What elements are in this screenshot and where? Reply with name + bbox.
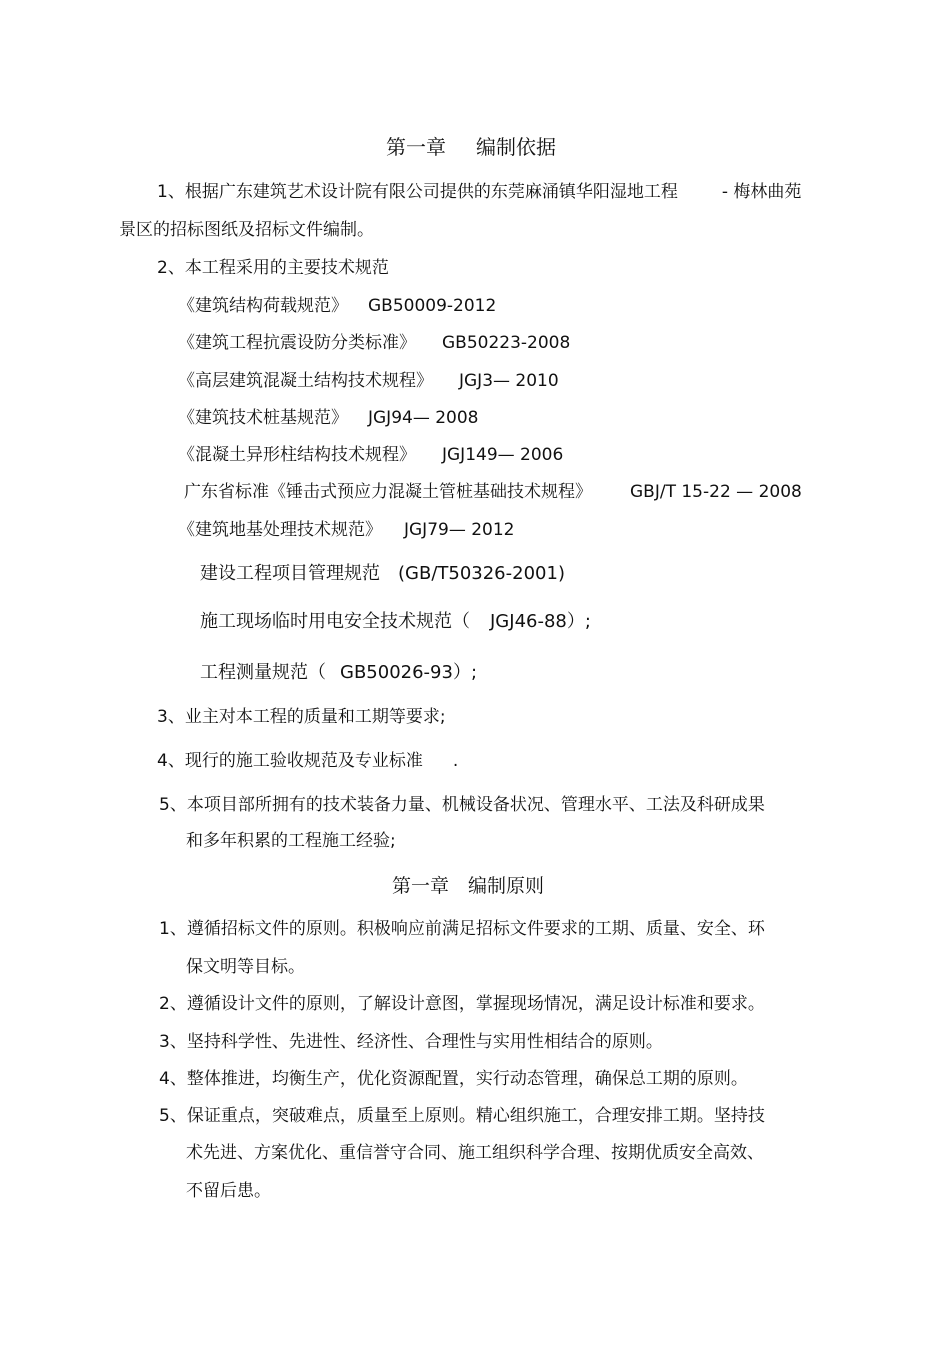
spec-row — [178, 407, 479, 429]
spec-name: 广东省标准《锤击式预应力混凝土管桩基础技术规程》 — [184, 482, 592, 502]
item1-project-name: - 梅林曲苑 — [721, 182, 802, 202]
principle3: 3、坚持科学性、先进性、经济性、合理性与实用性相结合的原则。 — [159, 1032, 663, 1052]
spec-name: 《建筑结构荷载规范》 — [178, 296, 348, 316]
principle1-line1: 1、遵循招标文件的原则。积极响应前满足招标文件要求的工期、质量、安全、环 — [159, 919, 765, 939]
item1-text: 1、根据广东建筑艺术设计院有限公司提供的东莞麻涌镇华阳湿地工程 — [157, 182, 678, 202]
spec-row — [178, 332, 570, 354]
spec-code: GBJ/T 15-22 — 2008 — [630, 482, 802, 502]
chapter1-title-number: 第一章 — [386, 135, 446, 159]
spec-name: 施工现场临时用电安全技术规范（ — [200, 611, 470, 632]
chapter2-title: 第一章 编制原则 — [392, 875, 545, 897]
spec-row — [178, 444, 563, 466]
principle2: 2、遵循设计文件的原则，了解设计意图，掌握现场情况，满足设计标准和要求。 — [159, 994, 765, 1014]
item1-line1 — [157, 181, 801, 203]
item4-text: 4、现行的施工验收规范及专业标准 — [157, 751, 423, 771]
spec-name: 《建筑地基处理技术规范》 — [178, 520, 382, 540]
spec-code: JGJ79— 2012 — [404, 520, 515, 540]
spec-code: JGJ46-88）; — [490, 611, 591, 632]
spec-name: 《高层建筑混凝土结构技术规程》 — [178, 371, 433, 391]
spec-name: 《建筑工程抗震设防分类标准》 — [178, 333, 416, 353]
item4 — [157, 750, 458, 772]
spec-row — [184, 481, 802, 503]
spec-code: GB50223-2008 — [442, 333, 571, 353]
item5-line1: 5、本项目部所拥有的技术装备力量、机械设备状况、管理水平、工法及科研成果 — [159, 795, 765, 815]
spec-row-temporary-electricity — [200, 611, 591, 633]
chapter1-title-text: 编制依据 — [476, 135, 556, 159]
spec-name: 工程测量规范（ — [200, 662, 326, 683]
item4-period: . — [452, 751, 459, 771]
spec-name: 《混凝土异形柱结构技术规程》 — [178, 445, 416, 465]
item5-line2: 和多年积累的工程施工经验; — [186, 831, 396, 851]
spec-code: GB50026-93）; — [340, 662, 478, 683]
spec-code: JGJ94— 2008 — [368, 408, 479, 428]
principle4: 4、整体推进，均衡生产，优化资源配置，实行动态管理，确保总工期的原则。 — [159, 1069, 748, 1089]
spec-row-project-management: 建设工程项目管理规范 (GB/T50326-2001) — [200, 563, 565, 584]
spec-code: JGJ3— 2010 — [459, 371, 559, 391]
item1-line2: 景区的招标图纸及招标文件编制。 — [119, 220, 374, 240]
spec-row — [178, 295, 496, 317]
item2-heading: 2、本工程采用的主要技术规范 — [157, 258, 389, 278]
principle5-line3: 不留后患。 — [186, 1181, 271, 1201]
item3: 3、业主对本工程的质量和工期等要求; — [157, 707, 446, 727]
chapter1-title — [386, 134, 556, 160]
spec-code: GB50009-2012 — [368, 296, 497, 316]
spec-row — [178, 370, 559, 392]
spec-row-survey — [200, 662, 477, 684]
principle1-line2: 保文明等目标。 — [186, 957, 305, 977]
spec-row — [178, 519, 515, 541]
spec-name: 《建筑技术桩基规范》 — [178, 408, 348, 428]
principle5-line2: 术先进、方案优化、重信誉守合同、施工组织科学合理、按期优质安全高效、 — [186, 1143, 764, 1163]
principle5-line1: 5、保证重点，突破难点，质量至上原则。精心组织施工，合理安排工期。坚持技 — [159, 1106, 765, 1126]
spec-code: JGJ149— 2006 — [442, 445, 564, 465]
